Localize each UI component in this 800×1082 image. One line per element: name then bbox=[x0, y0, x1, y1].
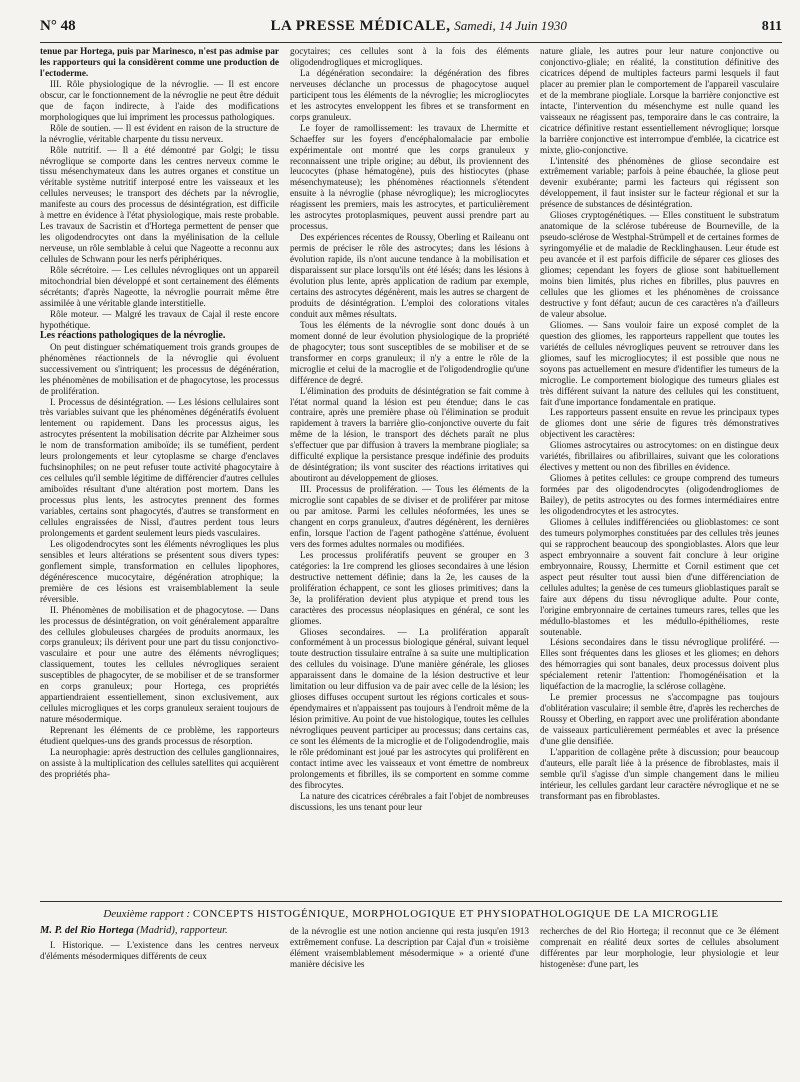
paragraph: Glioses cryptogénétiques. — Elles constituent le substratum anatomique de la sclérose tubéreuse de Bourneville, de la pseudo-sclérose de Westphal-Strümpell et de certaines formes de syringomyélie et de maladie de Recklinghausen. Leur étude est peu avancée et il est parfois difficile de séparer ces glioses des gliomes; cependant les foyers de gliose sont habituellement moins bien limités, plus riches en fibrilles, plus pauvres en cellules que les gliomes et les phénomènes de croissance destructive y font défaut; aucun de ces caractères n'a d'ailleurs de valeur absolue. bbox=[540, 210, 779, 319]
paragraph: Les rapporteurs passent ensuite en revue les principaux types de gliomes dont une série de figures très démonstratives objectivent les caractères: bbox=[540, 407, 779, 440]
paragraph: Rôle moteur. — Malgré les travaux de Cajal il reste encore hypothétique. bbox=[40, 308, 279, 330]
report-label: Deuxième rapport : bbox=[103, 908, 191, 920]
column-1 bbox=[40, 46, 279, 898]
paragraph: Les processus prolifératifs peuvent se grouper en 3 catégories: la 1re comprend les glioses secondaires à une lésion destructive nettement définie; dans la 2e, les causes de la prolifération échappent, ce sont les glioses primitives; dans la 3e, la prolifération devient plus atypique et prend tous les caractères des processus néoplasiques en général, ce sont les gliomes. bbox=[290, 549, 529, 626]
paragraph: L'apparition de collagène prête à discussion; pour beaucoup d'auteurs, elle paraît liée à la présence de fibroblastes, mais il semble qu'il s'agisse d'un simple changement dans le milieu intérieur, les cellules gardant leur caractère névroglique et ne se transformant pas en fibroblastes. bbox=[540, 747, 779, 801]
issue-date: Samedi, 14 Juin 1930 bbox=[454, 18, 567, 33]
section-divider bbox=[40, 901, 782, 902]
paragraph: de la névroglie est une notion ancienne qui resta jusqu'en 1913 extrêmement confuse. La description par Cajal d'un « troisième élément vraisemblablement mésodermique » a orienté d'une manière décisive les bbox=[290, 926, 529, 969]
bottom-column-1 bbox=[40, 926, 279, 984]
issue-number: N° 48 bbox=[40, 18, 76, 34]
paragraph: La neurophagie: après destruction des cellules ganglionnaires, on assiste à la multiplication des cellules satellites qui acquièrent des propriétés pha- bbox=[40, 747, 279, 779]
author-line bbox=[40, 926, 279, 937]
paragraph: II. Phénomènes de mobilisation et de phagocytose. — Dans les processus de désintégration, on voit généralement apparaître des cellules globuleuses chargées de produits anormaux, les corps granuleux; ils dérivent pour une part du tissu conjonctivo-vasculaire et pour une autre des éléments névrogliques; classiquement, toutes les cellules névrogliques seraient susceptibles de phagocyter, de se mobiliser et de se transformer en corps granuleux; pour Hortega, ces propriétés appartiendraient essentiellement, sinon exclusivement, aux cellules microgliques et les corps granuleux seraient toujours de nature mésodermique. bbox=[40, 604, 279, 725]
report-heading bbox=[40, 908, 782, 920]
paragraph: Des expériences récentes de Roussy, Oberling et Raileanu ont permis de préciser le rôle des astrocytes; dans les lésions à évolution rapide, ils n'ont aucune tendance à la mobilisation et disparaissent sur place lorsqu'ils ont été lésés; dans les lésions à évolution plus lente, après application de radium par exemple, certains des astrocytes dégénèrent, mais les autres se chargent de produits de désintégration. L'emploi des colorations vitales conduit aux mêmes résultats. bbox=[290, 232, 529, 319]
paragraph: tenue par Hortega, puis par Marinesco, n'est pas admise par les rapporteurs qui la considèrent comme une production de l'ectoderme. bbox=[40, 46, 279, 78]
paragraph: La nature des cicatrices cérébrales a fait l'objet de nombreuses discussions, les uns tenant pour leur bbox=[290, 790, 529, 812]
paragraph: Lésions secondaires dans le tissu névroglique proliféré. — Elles sont fréquentes dans les glioses et les gliomes; en dehors des hémorragies qui sont banales, deux processus doivent plus spécialement retenir l'attention: l'homogénéisation et la liquéfaction de la macroglie, la sclérose collagène. bbox=[540, 637, 779, 692]
paragraph: Tous les éléments de la névroglie sont donc doués à un moment donné de leur évolution physiologique de la propriété de phagocyter; tous sont susceptibles de se mobiliser et de se transformer en corps granuleux; il n'y a entre le rôle de la microglie et celui de la macroglie et de l'oligodendroglie qu'une différence de degré. bbox=[290, 319, 529, 385]
report-columns bbox=[40, 926, 782, 984]
paragraph: L'élimination des produits de désintégration se fait comme à l'état normal quand la lésion est peu étendue; dans le cas contraire, après une première phase où l'élimination se produit rapidement à travers la barrière glio-conjonctive ouverte du fait même de la lésion, le transport des déchets paraît ne plus s'effectuer que par diffusion à travers la membrane piogliale; sa difficulté explique la persistance presque indéfinie des produits de désintégration; ils vont susciter des réactions irritatives qui aboutiront au développement de glioses. bbox=[290, 385, 529, 484]
paragraph: Rôle de soutien. — Il est évident en raison de la structure de la névroglie, véritable charpente du tissu nerveux. bbox=[40, 122, 279, 144]
paragraph: III. Processus de prolifération. — Tous les éléments de la microglie sont capables de se diviser et de proliférer par mitose ou par amitose. Parmi les cellules néoformées, les unes se changent en corps granuleux, d'autres dégénèrent, les dernières enfin, lorsque l'action de l'agent pathogène s'atténue, évoluent vers des formes adultes normales ou modifiées. bbox=[290, 484, 529, 549]
paragraph: Rôle sécrétoire. — Les cellules névrogliques ont un appareil mitochondrial bien développé et sont certainement des éléments sécrétants; d'après Nageotte, la névroglie pourrait même être assimilée à une véritable glande interstitielle. bbox=[40, 265, 279, 308]
paragraph: Gliomes astrocytaires ou astrocytomes: on en distingue deux variétés, fibrillaires ou afibrillaires, suivant que les colorations électives y mettent ou non des fibrilles en évidence. bbox=[540, 440, 779, 473]
article-columns bbox=[40, 46, 782, 898]
page-number: 811 bbox=[761, 19, 782, 34]
paragraph: Rôle nutritif. — Il a été démontré par Golgi; le tissu névroglique se comporte dans les centres nerveux comme le tissu mésenchymateux dans les autres organes et constitue un véritable système nutritif interposé entre les vaisseaux et les cellules nerveuses; le transport des déchets par la névroglie, manifeste au cours des processus de désintégration, est difficile à mettre en évidence à l'état physiologique, mais reste probable. Les travaux de Sacristin et d'Hortega permettent de penser que les oligodendrocytes ont dans la myélinisation de la cellule nerveuse, un rôle semblable à celui que Nageotte a reconnu aux cellules de Schwann pour les nerfs périphériques. bbox=[40, 144, 279, 265]
paragraph: I. Processus de désintégration. — Les lésions cellulaires sont très variables suivant que les phénomènes dégénératifs évoluent lentement ou rapidement. Dans les processus aigus, les astrocytes présentent la mobilisation décrite par Alzheimer sous le nom de transformation amiboïde; ils se tuméfient, perdent leurs prolongements et leur cytoplasme se charge d'enclaves fuchsinophiles; on ne peut refuser toute activité phagocytaire à ces cellules qu'il semble légitime de différencier d'autres cellules amiboïdes résultant d'une altération post mortem. Dans les processus plus lents, les astrocytes prennent des formes variables, certains sont phagocytés, d'autres se transforment en cellules engraissées de Nissl, d'autres perdent tous leurs prolongements et gardent seulement leurs pieds vasculaires. bbox=[40, 396, 279, 538]
section-title: Les réactions pathologiques de la névroglie. bbox=[40, 329, 226, 341]
page-header bbox=[40, 0, 782, 43]
paragraph: nature gliale, les autres pour leur nature conjonctive ou conjonctivo-gliale; en réalité, la constitution définitive des cicatrices dépend de multiples facteurs parmi lesquels il faut placer au premier plan le comportement de l'appareil vasculaire et de la membrane piogliale. Lorsque la barrière conjonctive est intacte, l'intervention du mésenchyme est nulle quand les vaisseaux ne réagissent pas, temporaire dans le cas contraire, la cicatrice définitive restant essentiellement névroglique; lorsque la barrière conjonctive est interrompue d'emblée, la cicatrice est mixte, glio-conjonctive. bbox=[540, 46, 779, 155]
paragraph: Gliomes. — Sans vouloir faire un exposé complet de la question des gliomes, les rapporteurs rappellent que toutes les variétés de cellules névrogliques peuvent se retrouver dans les gliomes, sauf les microgliocytes; il est possible que nous ne soyons pas actuellement en mesure d'identifier les tumeurs de la microglie. Le comportement biologique des tumeurs gliales est très différent suivant la nature des cellules qui les constituent, fait d'une importance fondamentale en pratique. bbox=[540, 319, 779, 407]
journal-title: LA PRESSE MÉDICALE, bbox=[270, 18, 451, 34]
paragraph: recherches de del Rio Hortega; il reconnut que ce 3e élément comprenait en réalité deux sortes de cellules absolument différentes par leur morphologie, leur physiologie et leur histogenèse: d'une part, les bbox=[540, 926, 779, 969]
paragraph: La dégénération secondaire: la dégénération des fibres nerveuses déclanche un processus de phagocytose auquel participent tous les éléments de la névroglie; les microgliocytes et les astrocytes enveloppent les fibres et se transforment en corps granuleux. bbox=[290, 67, 529, 122]
paragraph: gocytaires; ces cellules sont à la fois des éléments oligodendrogliques et microgliques. bbox=[290, 46, 529, 67]
paragraph: Reprenant les éléments de ce problème, les rapporteurs étudient quelques-uns des grands processus de résorption. bbox=[40, 725, 279, 747]
paragraph: Le foyer de ramollissement: les travaux de Lhermitte et Schaeffer sur les foyers d'encéphalomalacie par embolie expérimentale ont montré que les corps granuleux y reconnaissent une triple origine; au début, ils proviennent des leucocytes (phase hématogène), puis des histiocytes (phase mésenchymateuse); les phénomènes réactionnels s'étendent ensuite à la névroglie (phase névroglique); les microgliocytes réagissent les premiers, mais les astrocytes, et particulièrement les astrocytes protoplasmiques, peuvent aussi prendre part au processus. bbox=[290, 122, 529, 232]
paragraph: Glioses secondaires. — La prolifération apparaît conformément à un processus biologique général, suivant lequel toute destruction tissulaire entraîne à sa suite une multiplication des cellules du voisinage. D'une manière générale, les glioses apparaissent dans le domaine de la lésion destructive et leur limitation ou leur diffusion va de pair avec celle de la lésion; les glioses diffuses occupent surtout les régions corticales et sous-épendymaires et n'appaissent pas toujours à l'endroit même de la lésion primitive. Au point de vue histologique, toutes les cellules névrogliques peuvent participer au processus; dans certains cas, ce sont les éléments de la microglie et de l'oligodendroglie, mais le rôle prédominant est joué par les astrocytes qui prolifèrent en contact intime avec les vaisseaux et vont émettre de nombreux prolongements et fibrilles, ils se comportent en somme comme des fibrocytes. bbox=[290, 626, 529, 790]
paragraph: Le premier processus ne s'accompagne pas toujours d'oblitération vasculaire; il semble être, d'après les recherches de Roussy et Oberling, en rapport avec une prolifération abondante de vaisseaux particulièrement perméables et avec la présence d'une glie densifiée. bbox=[540, 692, 779, 747]
author-name: M. P. del Rio Hortega bbox=[40, 926, 134, 936]
author-affiliation: (Madrid), rapporteur. bbox=[136, 926, 228, 936]
paragraph: L'intensité des phénomènes de gliose secondaire est extrêmement variable; parfois à peine ébauchée, la gliose peut devenir exubérante; parmi les facteurs qui régissent son développement, il faut insister sur le facteur régional et sur la présence de substances de désintégration. bbox=[540, 155, 779, 210]
bottom-column-2 bbox=[290, 926, 529, 984]
report-title: CONCEPTS HISTOGÉNIQUE, MORPHOLOGIQUE ET PHYSIOPATHOLOGIQUE DE LA MICROGLIE bbox=[192, 908, 719, 920]
paragraph: Gliomes à petites cellules: ce groupe comprend des tumeurs formées par des oligodendrocytes (oligodendrogliomes de Bailey), de petits astrocytes ou des formes intermédiaires entre les oligodendrocytes et les astrocytes. bbox=[540, 473, 779, 517]
paragraph: III. Rôle physiologique de la névroglie. — Il est encore obscur, car le fonctionnement de la névroglie ne peut être déduit que de façon indirecte, à l'aide des modifications morphologiques que lui impriment les processus pathologiques. bbox=[40, 78, 279, 122]
column-3 bbox=[540, 46, 779, 898]
paragraph: I. Historique. — L'existence dans les centres nerveux d'éléments mésodermiques différents de ceux bbox=[40, 939, 279, 961]
column-2 bbox=[290, 46, 529, 898]
masthead bbox=[270, 18, 566, 35]
paragraph: Gliomes à cellules indifférenciées ou glioblastomes: ce sont des tumeurs polymorphes constituées par des cellules très jeunes qui se rapprochent beaucoup des spongioblastes. Alors que leur aspect embryonnaire a souvent fait conclure à leur origine embryonnaire, Roussy, Lhermitte et Cornil estiment que cet aspect peut résulter tout aussi bien d'une différenciation de cellules adultes; la genèse de ces tumeurs glioblastiques paraît se faire aux dépens du tissu névroglique adulte. Pour conte, l'origine embryonnaire de certaines tumeurs rares, telles que les médullo-blastomes et les médullo-épithéliomes, reste soutenable. bbox=[540, 516, 779, 637]
bottom-column-3 bbox=[540, 926, 779, 984]
paragraph: On peut distinguer schématiquement trois grands groupes de phénomènes réactionnels de la névroglie qui évoluent successivement ou s'intriquent; les processus de dégénération, les phénomènes de mobilisation et de phagocytose, les processus de prolifération. bbox=[40, 341, 279, 396]
paragraph: Les oligodendrocytes sont les éléments névrogliques les plus sensibles et leurs altérations se présentent sous divers types: gonflement simple, transformation en cellules lipophores, dégénérescence mucocytaire, dégénération atrophique; la première de ces lésions est vraisemblablement la seule réversible. bbox=[40, 538, 279, 604]
